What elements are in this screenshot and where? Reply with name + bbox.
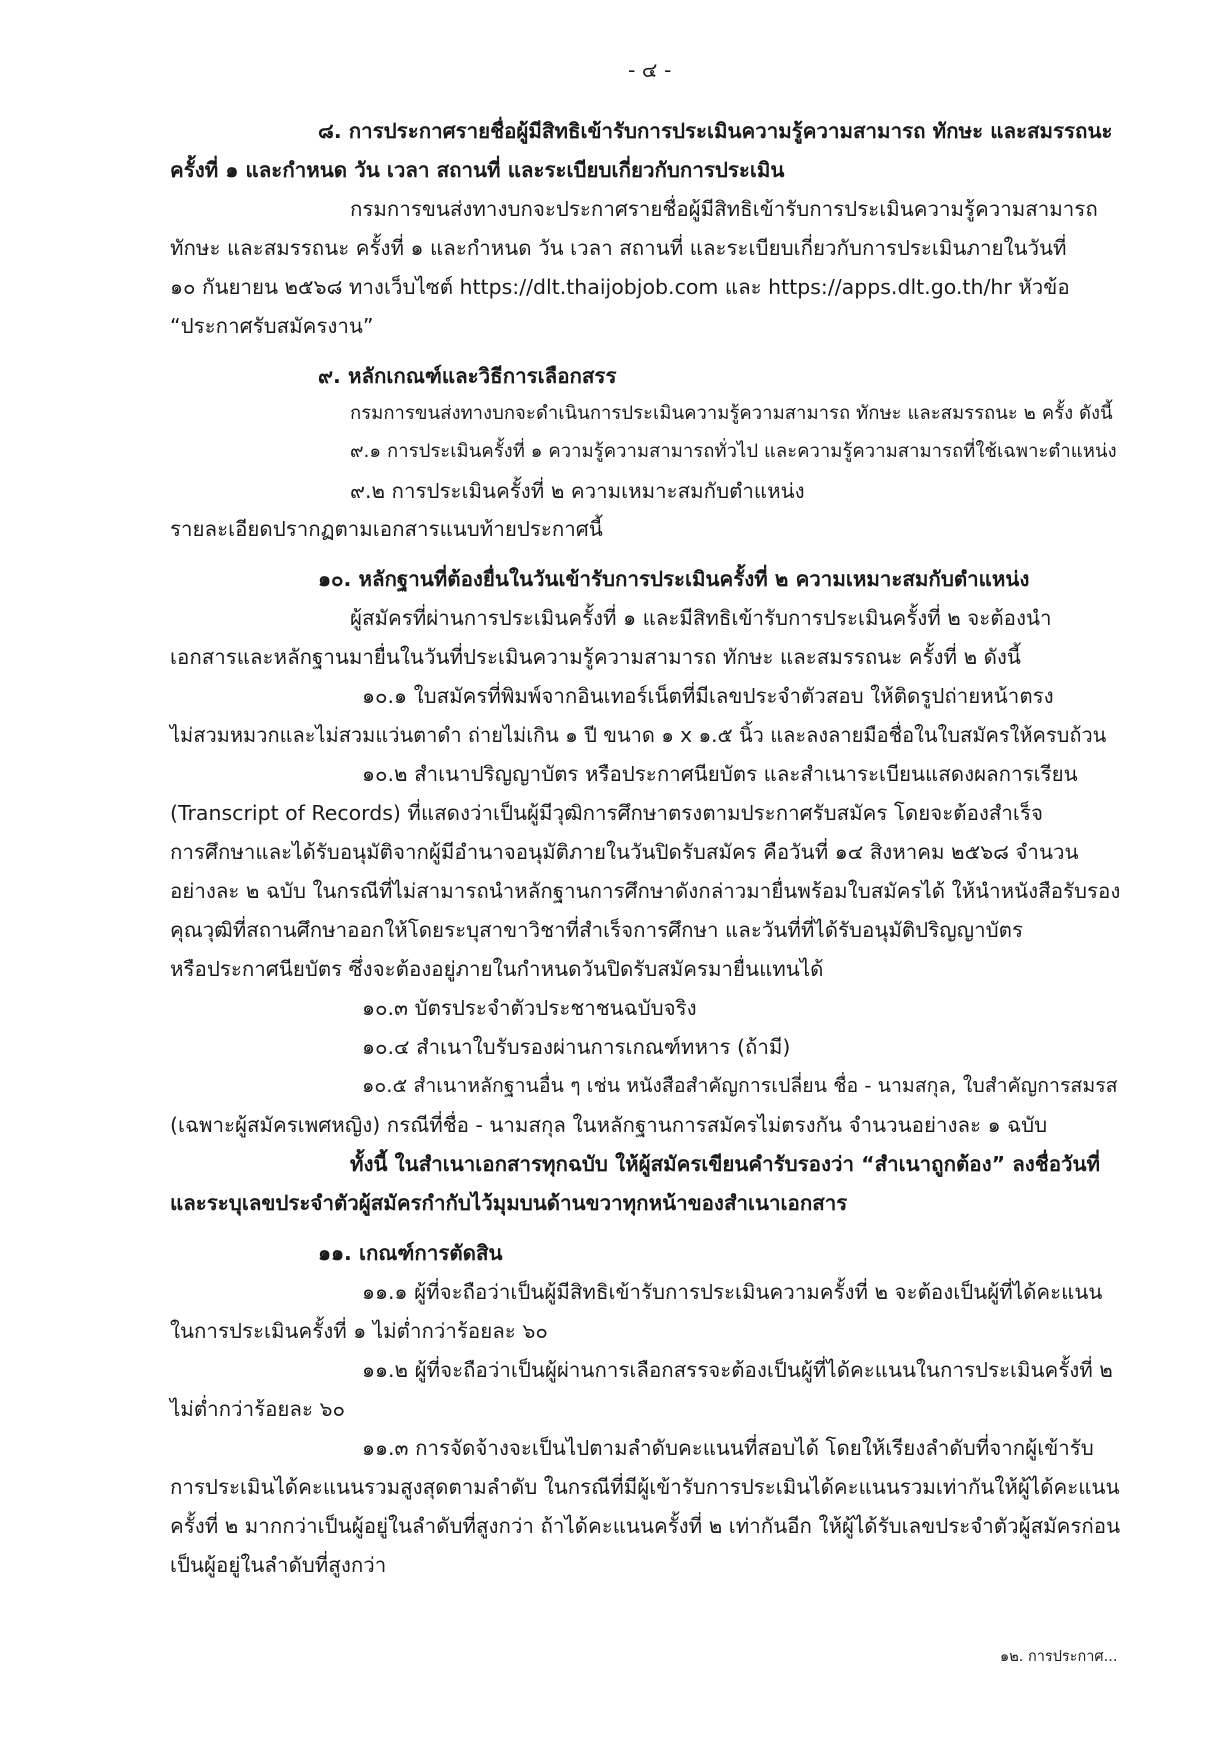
section-11-heading: ๑๑. เกณฑ์การตัดสิน [318,1241,503,1265]
section-10-para-line: ผู้สมัครที่ผ่านการประเมินครั้งที่ ๑ และมีสิทธิเข้ารับการประเมินครั้งที่ ๒ จะต้องนำ [350,606,1052,630]
section-10-heading: ๑๐. หลักฐานที่ต้องยื่นในวันเข้ารับการประเมินครั้งที่ ๒ ความเหมาะสมกับตำแหน่ง [318,567,1030,591]
section-9-para-line: กรมการขนส่งทางบกจะดำเนินการประเมินความรู้ความสามารถ ทักษะ และสมรรถนะ ๒ ครั้ง ดังนี้ [350,403,1113,424]
section-10-para-line: ๑๐.๔ สำเนาใบรับรองผ่านการเกณฑ์ทหาร (ถ้ามี) [362,1035,791,1059]
section-9-item: ๙.๑ การประเมินครั้งที่ ๑ ความรู้ความสามารถทั่วไป และความรู้ความสามารถที่ใช้เฉพาะตำแหน่ง [350,441,1117,462]
section-11-para-line: ในการประเมินครั้งที่ ๑ ไม่ต่ำกว่าร้อยละ ๖๐ [170,1319,548,1343]
section-11-para-line: ไม่ต่ำกว่าร้อยละ ๖๐ [170,1397,346,1421]
section-11-para-line: ครั้งที่ ๒ มากกว่าเป็นผู้อยู่ในลำดับที่สูงกว่า ถ้าได้คะแนนครั้งที่ ๒ เท่ากันอีก ให้ผู้ได้รับเลขประจำตัวผู้สมัครก่อน [170,1514,1121,1538]
section-9-heading: ๙. หลักเกณฑ์และวิธีการเลือกสรร [318,364,617,388]
section-10-para-line: คุณวุฒิที่สถานศึกษาออกให้โดยระบุสาขาวิชาที่สำเร็จการศึกษา และวันที่ที่ได้รับอนุมัติปริญญาบัตร [170,918,1023,942]
page-number: - ๔ - [628,58,672,82]
section-8-para-line: กรมการขนส่งทางบกจะประกาศรายชื่อผู้มีสิทธิเข้ารับการประเมินความรู้ความสามารถ [350,197,1098,221]
section-8-para-line: ทักษะ และสมรรถนะ ครั้งที่ ๑ และกำหนด วัน เวลา สถานที่ และระเบียบเกี่ยวกับการประเมินภายในวันที่ [170,236,1067,260]
section-10-para-line: ๑๐.๓ บัตรประจำตัวประชาชนฉบับจริง [362,996,697,1020]
continuation-marker: ๑๒. การประกาศ... [1000,1649,1118,1665]
section-11-para-line: ๑๑.๒ ผู้ที่จะถือว่าเป็นผู้ผ่านการเลือกสรรจะต้องเป็นผู้ที่ได้คะแนนในการประเมินครั้งที่ ๒ [362,1358,1113,1382]
section-11-para-line: เป็นผู้อยู่ในลำดับที่สูงกว่า [170,1553,387,1577]
section-9-para-line: รายละเอียดปรากฏตามเอกสารแนบท้ายประกาศนี้ [170,517,603,541]
section-10-para-line: เอกสารและหลักฐานมายื่นในวันที่ประเมินความรู้ความสามารถ ทักษะ และสมรรถนะ ครั้งที่ ๒ ดังนี้ [170,645,1021,669]
section-10-para-line: (Transcript of Records) ที่แสดงว่าเป็นผู้มีวุฒิการศึกษาตรงตามประกาศรับสมัคร โดยจะต้องสำเร็จ [170,801,1043,825]
section-10-para-line: อย่างละ ๒ ฉบับ ในกรณีที่ไม่สามารถนำหลักฐานการศึกษาดังกล่าวมายื่นพร้อมใบสมัครได้ ให้นำหนังสือรับรอง [170,879,1121,903]
section-10-para-line: ๑๐.๕ สำเนาหลักฐานอื่น ๆ เช่น หนังสือสำคัญการเปลี่ยน ชื่อ - นามสกุล, ใบสำคัญการสมรส [362,1074,1118,1097]
section-10-para-line: ไม่สวมหมวกและไม่สวมแว่นตาดำ ถ่ายไม่เกิน ๑ ปี ขนาด ๑ x ๑.๕ นิ้ว และลงลายมือชื่อในใบสมัครให้ครบถ้วน [170,723,1107,747]
section-8-heading-cont [170,160,784,181]
section-10-para-line: หรือประกาศนียบัตร ซึ่งจะต้องอยู่ภายในกำหนดวันปิดรับสมัครมายื่นแทนได้ [170,957,824,981]
section-10-note-line: ทั้งนี้ ในสำเนาเอกสารทุกฉบับ ให้ผู้สมัครเขียนคำรับรองว่า “สำเนาถูกต้อง” ลงชื่อวันที่ [350,1152,1101,1176]
section-9-item: ๙.๒ การประเมินครั้งที่ ๒ ความเหมาะสมกับตำแหน่ง [350,479,805,503]
section-11-para-line: ๑๑.๓ การจัดจ้างจะเป็นไปตามลำดับคะแนนที่สอบได้ โดยให้เรียงลำดับที่จากผู้เข้ารับ [362,1436,1094,1460]
section-11-para-line: การประเมินได้คะแนนรวมสูงสุดตามลำดับ ในกรณีที่มีผู้เข้ารับการประเมินได้คะแนนรวมเท่ากันให้ผู้ได้คะแนน [170,1475,1120,1499]
section-8-heading-line-1: ๘. การประกาศรายชื่อผู้มีสิทธิเข้ารับการประเมินความรู้ความสามารถ ทักษะ และสมรรถนะ [318,119,1113,143]
section-10-para-line: ๑๐.๒ สำเนาปริญญาบัตร หรือประกาศนียบัตร และสำเนาระเบียนแสดงผลการเรียน [362,762,1078,786]
section-8-para-line: “ประกาศรับสมัครงาน” [170,314,374,338]
section-10-para-line: ๑๐.๑ ใบสมัครที่พิมพ์จากอินเทอร์เน็ตที่มีเลขประจำตัวสอบ ให้ติดรูปถ่ายหน้าตรง [362,684,1054,708]
section-8-para-line: ๑๐ กันยายน ๒๕๖๘ ทางเว็บไซต์ https://dlt.thaijobjob.com และ https://apps.dlt.go.th/hr หัวข้อ [170,275,1070,299]
section-8-heading [318,121,1113,142]
section-8-heading-line-2: ครั้งที่ ๑ และกำหนด วัน เวลา สถานที่ และระเบียบเกี่ยวกับการประเมิน [170,158,785,182]
section-10-para-line: การศึกษาและได้รับอนุมัติจากผู้มีอำนาจอนุมัติภายในวันปิดรับสมัคร คือวันที่ ๑๔ สิงหาคม ๒๕๖๘ จำนวน [170,840,1079,864]
section-10-para-line: (เฉพาะผู้สมัครเพศหญิง) กรณีที่ชื่อ - นามสกุล ในหลักฐานการสมัครไม่ตรงกัน จำนวนอย่างละ ๑ ฉบับ [170,1113,1048,1137]
section-10-note-line: และระบุเลขประจำตัวผู้สมัครกำกับไว้มุมบนด้านขวาทุกหน้าของสำเนาเอกสาร [170,1191,848,1215]
section-11-para-line: ๑๑.๑ ผู้ที่จะถือว่าเป็นผู้มีสิทธิเข้ารับการประเมินความครั้งที่ ๒ จะต้องเป็นผู้ที่ได้คะแนน [362,1280,1103,1304]
